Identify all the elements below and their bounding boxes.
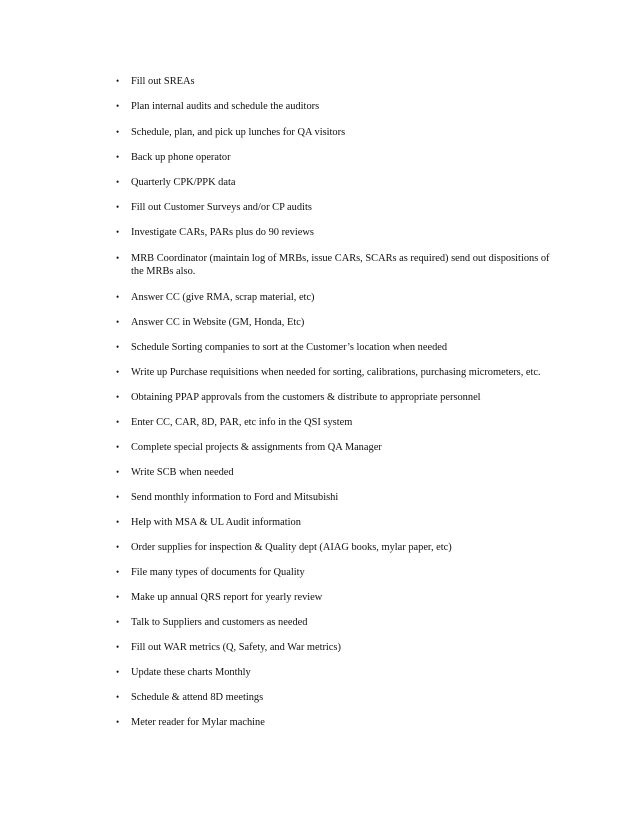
- bullet-icon: •: [116, 642, 120, 652]
- bullet-icon: •: [116, 442, 120, 452]
- bullet-icon: •: [116, 592, 120, 602]
- bullet-icon: •: [116, 101, 120, 111]
- bullet-icon: •: [116, 617, 120, 627]
- duty-text: Talk to Suppliers and customers as needed: [131, 617, 308, 628]
- duty-text: Obtaining PPAP approvals from the customers & distribute to appropriate personnel: [131, 392, 481, 403]
- bullet-icon: •: [116, 692, 120, 702]
- bullet-icon: •: [116, 392, 120, 402]
- bullet-icon: •: [116, 127, 120, 137]
- bullet-icon: •: [116, 417, 120, 427]
- duty-text: Schedule Sorting companies to sort at the Customer’s location when needed: [131, 342, 448, 353]
- duty-text: Complete special projects & assignments from QA Manager: [131, 442, 382, 453]
- duty-text: Write up Purchase requisitions when needed for sorting, calibrations, purchasing micrometers, etc.: [131, 367, 541, 378]
- duty-text: File many types of documents for Quality: [131, 567, 305, 578]
- duty-text: Answer CC in Website (GM, Honda, Etc): [131, 317, 305, 328]
- duty-text: Help with MSA & UL Audit information: [131, 517, 301, 528]
- bullet-icon: •: [116, 292, 120, 302]
- duty-text: Enter CC, CAR, 8D, PAR, etc info in the QSI system: [131, 417, 353, 428]
- bullet-icon: •: [116, 517, 120, 527]
- duty-text: Schedule & attend 8D meetings: [131, 692, 264, 703]
- duty-text: Fill out Customer Surveys and/or CP audits: [131, 202, 312, 213]
- bullet-icon: •: [116, 667, 120, 677]
- bullet-icon: •: [116, 567, 120, 577]
- bullet-icon: •: [116, 202, 120, 212]
- bullet-icon: •: [116, 492, 120, 502]
- duty-text: Update these charts Monthly: [131, 667, 251, 678]
- duty-text: Make up annual QRS report for yearly review: [131, 592, 323, 603]
- bullet-icon: •: [116, 542, 120, 552]
- duty-text: Plan internal audits and schedule the auditors: [131, 101, 320, 112]
- bullet-icon: •: [116, 342, 120, 352]
- bullet-icon: •: [116, 317, 120, 327]
- bullet-icon: •: [116, 177, 120, 187]
- bullet-icon: •: [116, 253, 120, 263]
- duty-text: MRB Coordinator (maintain log of MRBs, issue CARs, SCARs as required) send out dispositions of the MRBs also.: [131, 253, 550, 278]
- duty-text: Write SCB when needed: [131, 467, 234, 478]
- bullet-icon: •: [116, 717, 120, 727]
- duty-text: Back up phone operator: [131, 152, 231, 163]
- bullet-icon: •: [116, 467, 120, 477]
- duty-text: Fill out WAR metrics (Q, Safety, and War metrics): [131, 642, 341, 653]
- duty-text: Order supplies for inspection & Quality dept (AIAG books, mylar paper, etc): [131, 542, 452, 553]
- bullet-icon: •: [116, 152, 120, 162]
- duty-text: Quarterly CPK/PPK data: [131, 177, 236, 188]
- bullet-icon: •: [116, 76, 120, 86]
- bullet-icon: •: [116, 227, 120, 237]
- duty-text: Meter reader for Mylar machine: [131, 717, 265, 728]
- bullet-icon: •: [116, 367, 120, 377]
- duty-text: Investigate CARs, PARs plus do 90 reviews: [131, 227, 314, 238]
- duty-text: Send monthly information to Ford and Mitsubishi: [131, 492, 339, 503]
- duty-text: Fill out SREAs: [131, 76, 195, 87]
- duty-text: Schedule, plan, and pick up lunches for QA visitors: [131, 127, 346, 138]
- duty-text: Answer CC (give RMA, scrap material, etc): [131, 292, 315, 303]
